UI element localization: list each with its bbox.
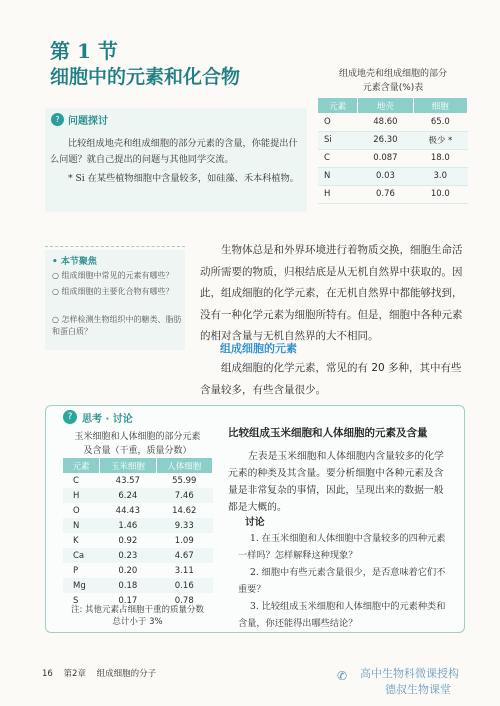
question-3: 3. 比较组成玉米细胞和人体细胞中的元素种类和含量，你还能得出哪些结论？ xyxy=(238,601,446,629)
table-row: P 0.20 3.11 xyxy=(73,565,194,576)
table-row: S 0.17 0.78 xyxy=(73,595,194,606)
problem-text: 比较组成地壳和组成细胞的部分元素的含量，你能提出什么问题？就自己提出的问题与其他同学交流。 xyxy=(50,138,298,165)
page-number: 16 xyxy=(42,669,53,679)
table-row: N 0.03 3.0 xyxy=(318,167,468,185)
problem-note: * Si 在某些植物细胞中含量较多，如硅藻、禾本科植物。 xyxy=(68,173,299,184)
question-icon: ? xyxy=(51,113,64,126)
focus-title: • 本节聚焦 xyxy=(52,257,97,267)
table-row: C 0.087 18.0 xyxy=(318,149,468,167)
discussion-label: 讨论 xyxy=(245,517,265,528)
table-row: H 0.76 10.0 xyxy=(318,185,468,203)
table-row: Mg 0.18 0.16 xyxy=(63,578,213,593)
table2-caption: 玉米细胞和人体细胞的部分元素 及含量（干重，质量分数） xyxy=(74,432,201,456)
question-1: 1. 在玉米细胞和人体细胞中含量较多的四种元素一样吗？怎样解释这种现象？ xyxy=(238,533,446,561)
table-row: C 43.57 55.99 xyxy=(73,475,197,486)
body-paragraph: 生物体总是和外界环境进行着物质交换，细胞生命活动所需要的物质，归根结底是从无机自然界中获取的。因此，组成细胞的化学元素，在无机自然界中都能够找到，没有一种化学元素为细胞所特有。但是，细胞中各种元素的相对含量与无机自然界的大不相同。 xyxy=(200,244,463,342)
table-row: O 48.60 65.0 xyxy=(318,113,468,131)
focus-item: ○ 组成细胞中常见的元素有哪些？ xyxy=(52,271,174,280)
table-row: N 1.46 9.33 xyxy=(63,518,213,533)
table2-header: 元素 玉米细胞 人体细胞 xyxy=(63,458,213,473)
table-row: Ca 0.23 4.67 xyxy=(63,548,213,563)
chapter-label: 第2章 xyxy=(63,669,86,679)
table2 xyxy=(63,458,213,608)
table2-note: 注: 其他元素占细胞干重的质量分数 总计小于 3% xyxy=(70,605,205,627)
section-title: 细胞中的元素和化合物 xyxy=(50,66,241,88)
chapter-title: 组成细胞的分子 xyxy=(96,669,157,679)
table-row: K 0.92 1.09 xyxy=(73,535,194,546)
watermark-line2: 德叔生物课堂 xyxy=(385,683,451,696)
watermark-icon: ✆ xyxy=(337,669,348,683)
page-footer xyxy=(42,667,164,679)
question-2: 2. 细胞中有些元素含量很少，是否意味着它们不重要？ xyxy=(238,567,446,595)
problem-title: 问题探讨 xyxy=(68,116,108,127)
focus-item: ○ 组成细胞的主要化合物有哪些？ xyxy=(52,287,174,296)
table1-header: 元素 地壳 细胞 xyxy=(318,98,468,113)
focus-item: ○ 怎样检测生物组织中的糖类、脂肪和蛋白质？ xyxy=(52,315,182,336)
table-row: H 6.24 7.46 xyxy=(63,488,213,503)
table1 xyxy=(318,98,468,204)
thinking-icon: ? xyxy=(63,410,77,424)
subheading: 组成细胞的元素 xyxy=(220,342,297,355)
discussion-paragraph: 左表是玉米细胞和人体细胞内含量较多的化学元素的种类及其含量。要分析细胞中各种元素及含量是非常复杂的事情，因此，呈现出来的数据一般都是大概的。 xyxy=(228,451,444,513)
discussion-heading: 比较组成玉米细胞和人体细胞的元素及含量 xyxy=(228,427,428,439)
discussion-title: 思考 · 讨论 xyxy=(82,414,133,425)
divider xyxy=(45,246,185,247)
subheading-paragraph: 组成细胞的化学元素，常见的有 20 多种，其中有些含量较多，有些含量很少。 xyxy=(200,362,462,396)
section-number: 第 1 节 xyxy=(50,39,118,63)
watermark-line1: 高中生物科微课授构 xyxy=(360,667,459,680)
table1-caption: 组成地壳和组成细胞的部分 元素含量(%)表 xyxy=(338,69,447,93)
table-row: O 44.43 14.62 xyxy=(73,505,197,516)
table-row: Si 26.30 极少 * xyxy=(318,131,468,149)
